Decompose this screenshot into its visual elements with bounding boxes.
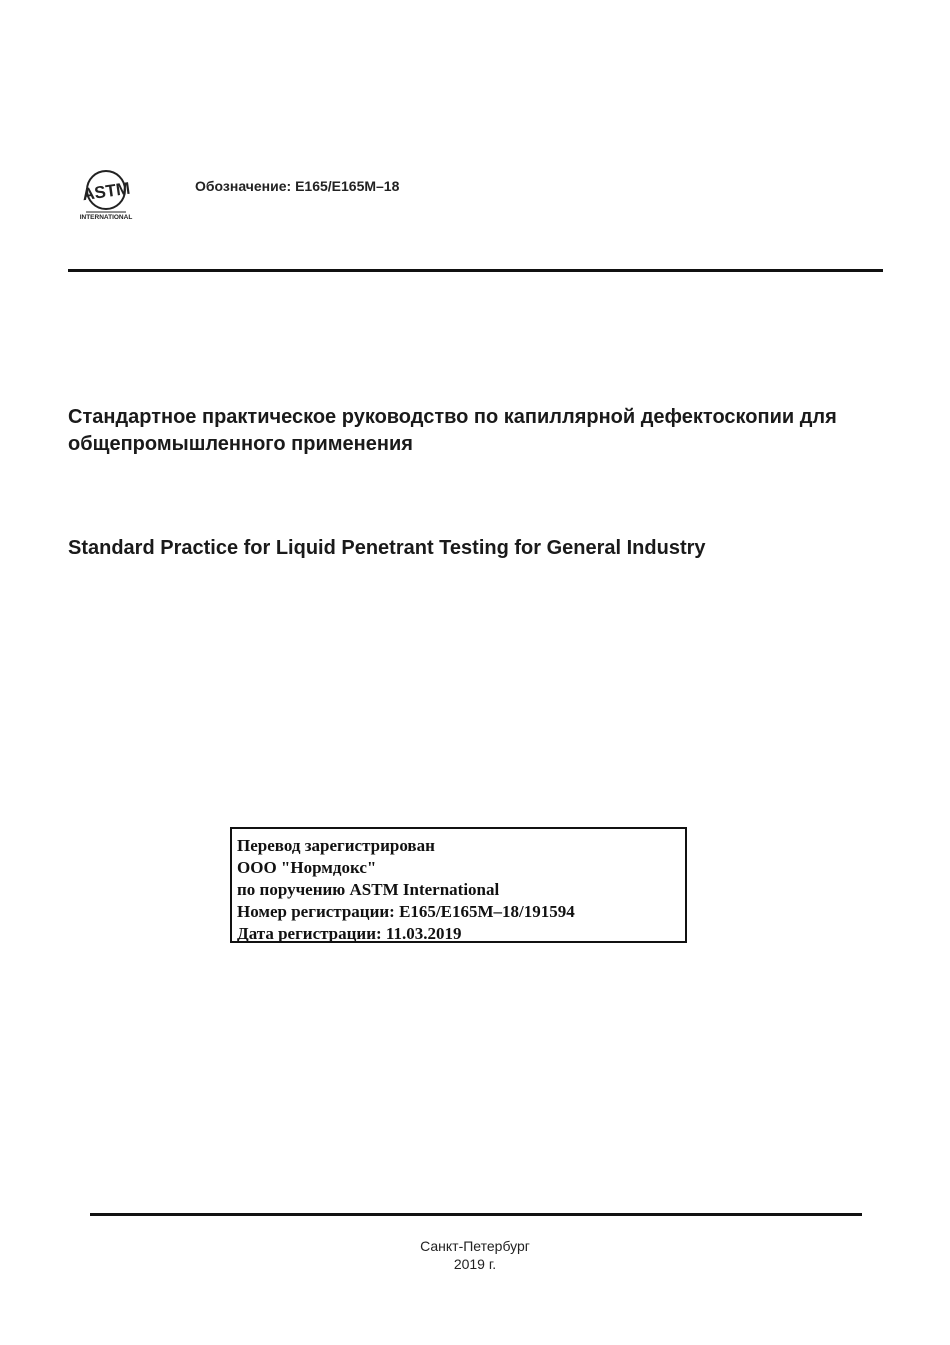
footer-city: Санкт-Петербург: [420, 1238, 530, 1254]
registration-box: [230, 827, 687, 943]
svg-text:ASTM: ASTM: [81, 178, 132, 205]
header-divider: [68, 269, 883, 272]
title-russian: Стандартное практическое руководство по капиллярной дефектоскопии для общепромышленного применения: [68, 406, 837, 455]
registration-line-2: ООО "Нормдокс": [237, 858, 377, 877]
footer-year: 2019 г.: [453, 1256, 497, 1272]
registration-line-3: по поручению ASTM International: [237, 880, 500, 899]
title-english: Standard Practice for Liquid Penetrant Testing for General Industry: [68, 537, 706, 559]
registration-line-1: Перевод зарегистрирован: [237, 836, 435, 855]
astm-logo-icon: [78, 166, 134, 224]
document-designation: Обозначение: E165/E165M–18: [195, 178, 400, 194]
svg-text:INTERNATIONAL: INTERNATIONAL: [79, 214, 133, 221]
registration-number: Номер регистрации: E165/E165M–18/191594: [237, 902, 575, 921]
registration-date: Дата регистрации: 11.03.2019: [237, 924, 462, 943]
footer-divider: [90, 1213, 862, 1216]
